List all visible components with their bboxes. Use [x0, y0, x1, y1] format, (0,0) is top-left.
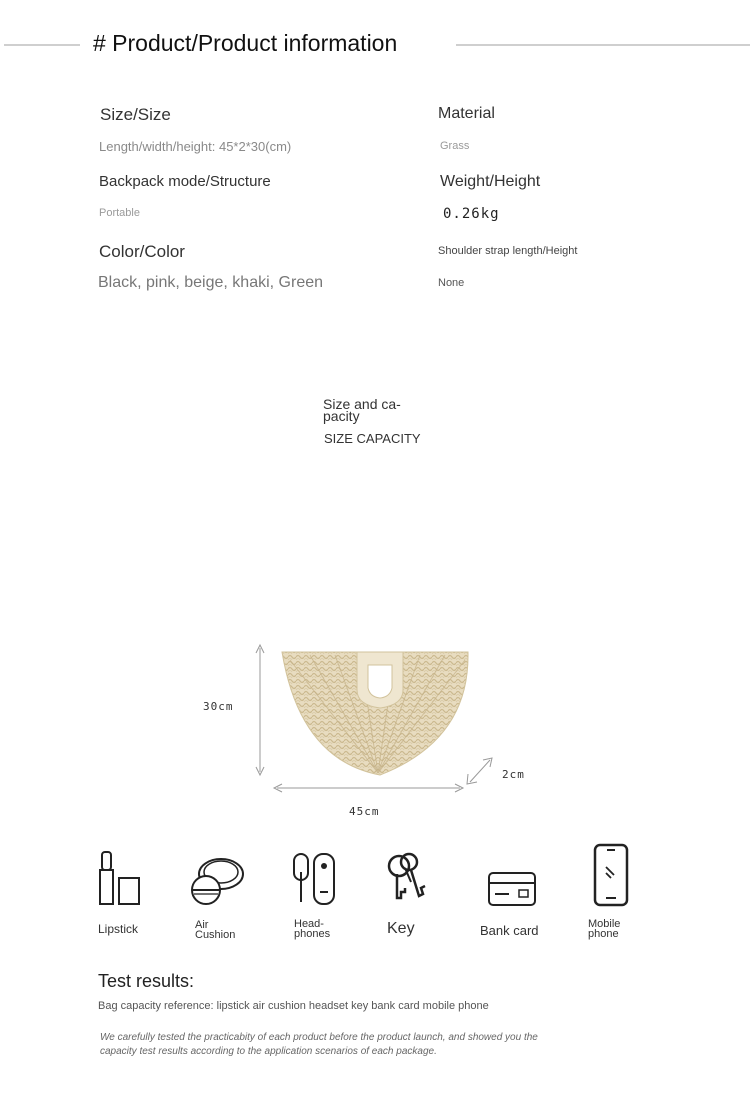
color-label: Color/Color: [99, 242, 185, 261]
page-title: # Product/Product information: [93, 30, 398, 56]
structure-label: Backpack mode/Structure: [99, 173, 271, 190]
material-value: Grass: [440, 140, 470, 152]
weight-value: 0.26kg: [443, 206, 500, 222]
weight-label: Weight/Height: [440, 173, 541, 190]
headphones-icon: [292, 852, 338, 906]
item-label-mobile-phone: Mobile phone: [588, 918, 621, 940]
strap-label: Shoulder strap length/Height: [438, 245, 578, 257]
key-icon: [385, 852, 435, 906]
item-label-headphones: Head-phones: [294, 918, 331, 940]
item-label-lipstick: Lipstick: [98, 922, 139, 936]
width-dimension: 45cm: [349, 805, 380, 818]
material-label: Material: [438, 105, 495, 122]
lipstick-icon: [98, 850, 144, 908]
strap-value: None: [438, 277, 465, 289]
test-results-title: Test results:: [98, 971, 195, 991]
size-value: Length/width/height: 45*2*30(cm): [99, 139, 292, 154]
color-value: Black, pink, beige, khaki, Green: [98, 274, 324, 291]
item-label-key: Key: [387, 920, 415, 937]
mobile-phone-icon: [592, 843, 630, 907]
item-label-air-cushion: Air Cushion: [195, 919, 236, 941]
height-dimension: 30cm: [203, 700, 234, 713]
capacity-subheading: SIZE CAPACITY: [324, 431, 421, 446]
bank-card-icon: [487, 870, 537, 908]
test-results-reference: Bag capacity reference: lipstick air cushion headset key bank card mobile phone: [98, 1000, 489, 1012]
air-cushion-icon: [190, 856, 246, 908]
size-label: Size/Size: [100, 105, 171, 124]
structure-value: Portable: [99, 207, 140, 219]
item-label-bank-card: Bank card: [480, 923, 539, 938]
capacity-heading: Size and ca- pacity: [323, 396, 401, 424]
test-results-note: We carefully tested the practicabity of each product before the product launch, and showed you the capacity test results according to the application scenarios of each package.: [100, 1032, 538, 1057]
depth-dimension: 2cm: [502, 768, 525, 781]
